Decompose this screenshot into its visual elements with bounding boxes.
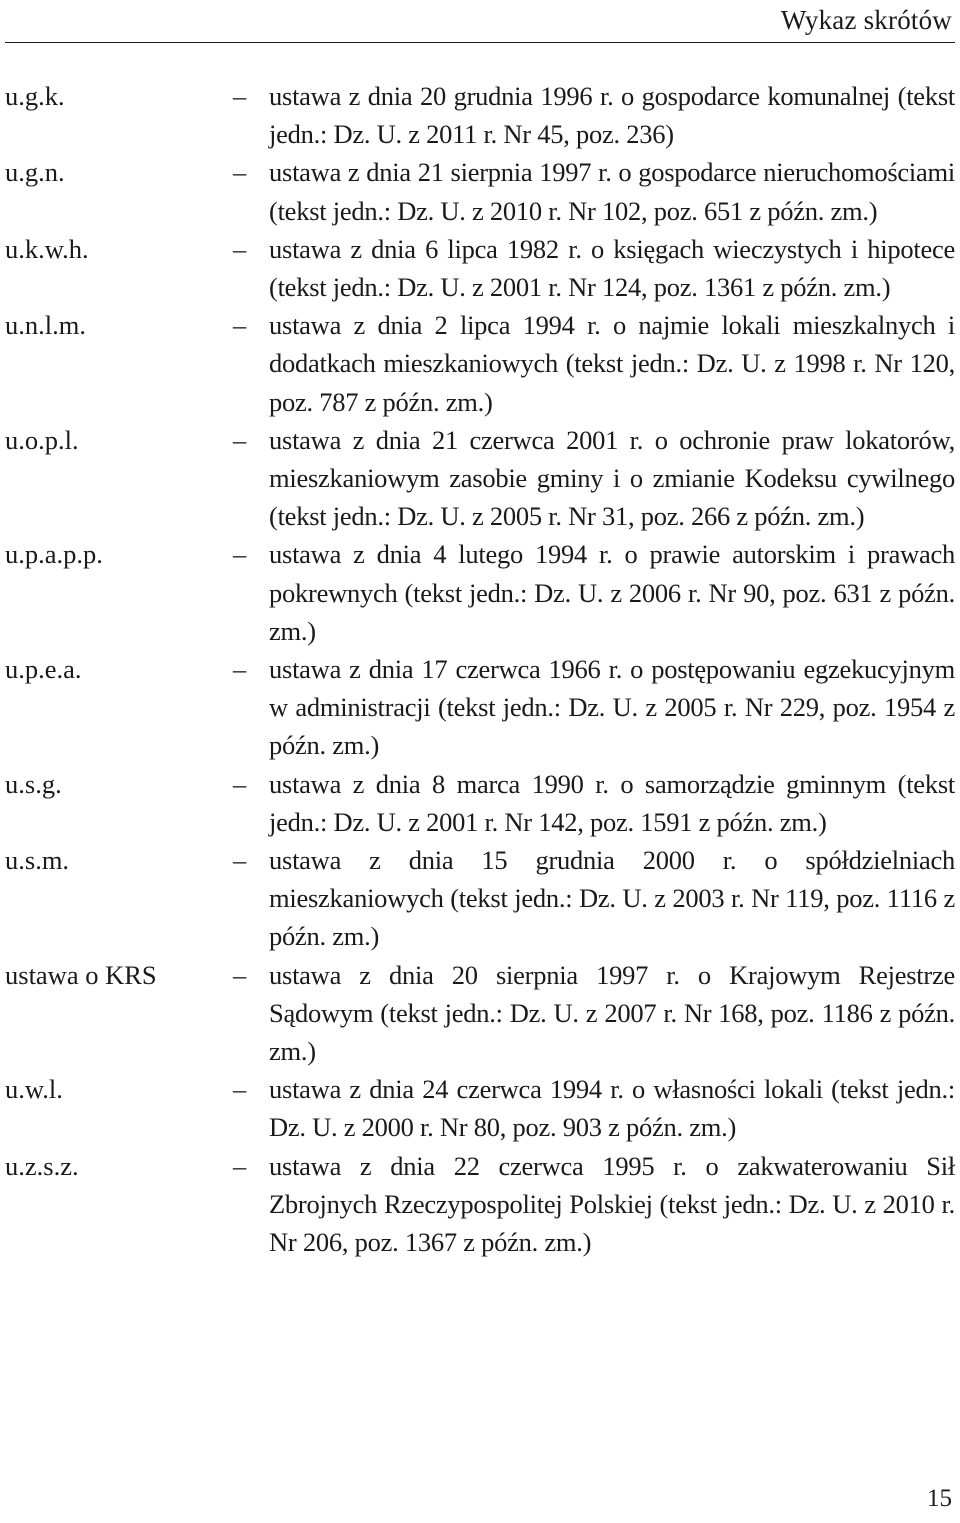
entry-dash: – <box>233 768 247 799</box>
page-number: 15 <box>927 1485 952 1512</box>
abbreviation-definition: ustawa z dnia 21 czerwca 2001 r. o ochronie praw lokatorów, mieszkaniowym zasobie gminy i o zmianie Kodeksu cywilnego (tekst jedn.: Dz. U. z 2005 r. Nr 31, poz. 266 z późn. zm.) <box>269 424 955 532</box>
abbreviation-definition: ustawa z dnia 8 marca 1990 r. o samorządzie gminnym (tekst jedn.: Dz. U. z 2001 r. Nr 142, poz. 1591 z późn. zm.) <box>269 768 955 837</box>
abbreviation-term: ustawa o KRS <box>5 959 157 990</box>
abbreviation-term: u.g.k. <box>5 81 65 111</box>
abbreviation-definition: ustawa z dnia 21 sierpnia 1997 r. o gospodarce nieruchomościami (tekst jedn.: Dz. U. z 2010 r. Nr 102, poz. 651 z późn. zm.) <box>269 157 955 226</box>
abbreviation-definition: ustawa z dnia 20 grudnia 1996 r. o gospodarce komunalnej (tekst jedn.: Dz. U. z 2011 r. Nr 45, poz. 236) <box>269 81 955 150</box>
abbreviation-entry <box>5 1070 955 1146</box>
abbreviation-definition: ustawa z dnia 24 czerwca 1994 r. o własności lokali (tekst jedn.: Dz. U. z 2000 r. Nr 80, poz. 903 z późn. zm.) <box>269 1074 955 1143</box>
abbreviation-entry <box>5 1147 955 1262</box>
entry-dash: – <box>233 81 247 111</box>
abbreviation-term: u.s.m. <box>5 845 70 876</box>
abbreviation-term: u.o.p.l. <box>5 424 79 455</box>
abbreviation-definition: ustawa z dnia 20 sierpnia 1997 r. o Krajowym Rejestrze Sądowym (tekst jedn.: Dz. U. z 2007 r. Nr 168, poz. 1186 z późn. zm.) <box>269 959 955 1067</box>
abbreviation-entry <box>5 535 955 650</box>
abbreviation-entry <box>5 650 955 765</box>
entry-dash: – <box>233 654 247 685</box>
abbreviation-definition: ustawa z dnia 6 lipca 1982 r. o księgach wieczystych i hipotece (tekst jedn.: Dz. U. z 2001 r. Nr 124, poz. 1361 z późn. zm.) <box>269 233 955 303</box>
abbreviation-term: u.n.l.m. <box>5 310 86 341</box>
entry-dash: – <box>233 1074 247 1105</box>
abbreviation-term: u.z.s.z. <box>5 1150 79 1181</box>
abbreviation-definition: ustawa z dnia 15 grudnia 2000 r. o spółdzielniach mieszkaniowych (tekst jedn.: Dz. U. z 2003 r. Nr 119, poz. 1116 z późn. zm.) <box>269 845 955 952</box>
abbreviation-entry <box>5 956 955 1071</box>
abbreviation-term: u.g.n. <box>5 157 65 188</box>
running-head-title: Wykaz skrótów <box>780 5 952 35</box>
abbreviation-list <box>5 77 955 1261</box>
abbreviation-entry <box>5 230 955 306</box>
entry-dash: – <box>233 959 247 990</box>
abbreviation-definition: ustawa z dnia 17 czerwca 1966 r. o postępowaniu egzekucyjnym w administracji (tekst jedn.: Dz. U. z 2005 r. Nr 229, poz. 1954 z późn. zm.) <box>269 654 955 761</box>
header-rule <box>5 42 955 43</box>
abbreviation-definition: ustawa z dnia 22 czerwca 1995 r. o zakwaterowaniu Sił Zbrojnych Rzeczypospolitej Polskiej (tekst jedn.: Dz. U. z 2010 r. Nr 206, poz. 1367 z późn. zm.) <box>269 1150 955 1258</box>
entry-dash: – <box>233 539 247 570</box>
entry-dash: – <box>233 845 247 876</box>
abbreviation-entry <box>5 153 955 229</box>
entry-dash: – <box>233 233 247 264</box>
abbreviation-entry <box>5 765 955 841</box>
abbreviation-term: u.p.e.a. <box>5 654 82 685</box>
abbreviation-entry <box>5 306 955 421</box>
abbreviation-term: u.w.l. <box>5 1074 63 1105</box>
abbreviation-entry <box>5 77 955 153</box>
abbreviation-term: u.s.g. <box>5 768 62 799</box>
abbreviation-definition: ustawa z dnia 4 lutego 1994 r. o prawie autorskim i prawach pokrewnych (tekst jedn.: Dz. U. z 2006 r. Nr 90, poz. 631 z późn. zm.) <box>269 539 955 646</box>
abbreviation-definition: ustawa z dnia 2 lipca 1994 r. o najmie lokali mieszkalnych i dodatkach mieszkaniowych (tekst jedn.: Dz. U. z 1998 r. Nr 120, poz. 787 z późn. zm.) <box>269 310 955 417</box>
entry-dash: – <box>233 1150 247 1181</box>
entry-dash: – <box>233 424 247 455</box>
abbreviation-entry <box>5 841 955 956</box>
abbreviation-term: u.k.w.h. <box>5 233 89 264</box>
entry-dash: – <box>233 310 247 341</box>
abbreviation-entry <box>5 421 955 536</box>
entry-dash: – <box>233 157 247 188</box>
abbreviation-term: u.p.a.p.p. <box>5 539 103 570</box>
